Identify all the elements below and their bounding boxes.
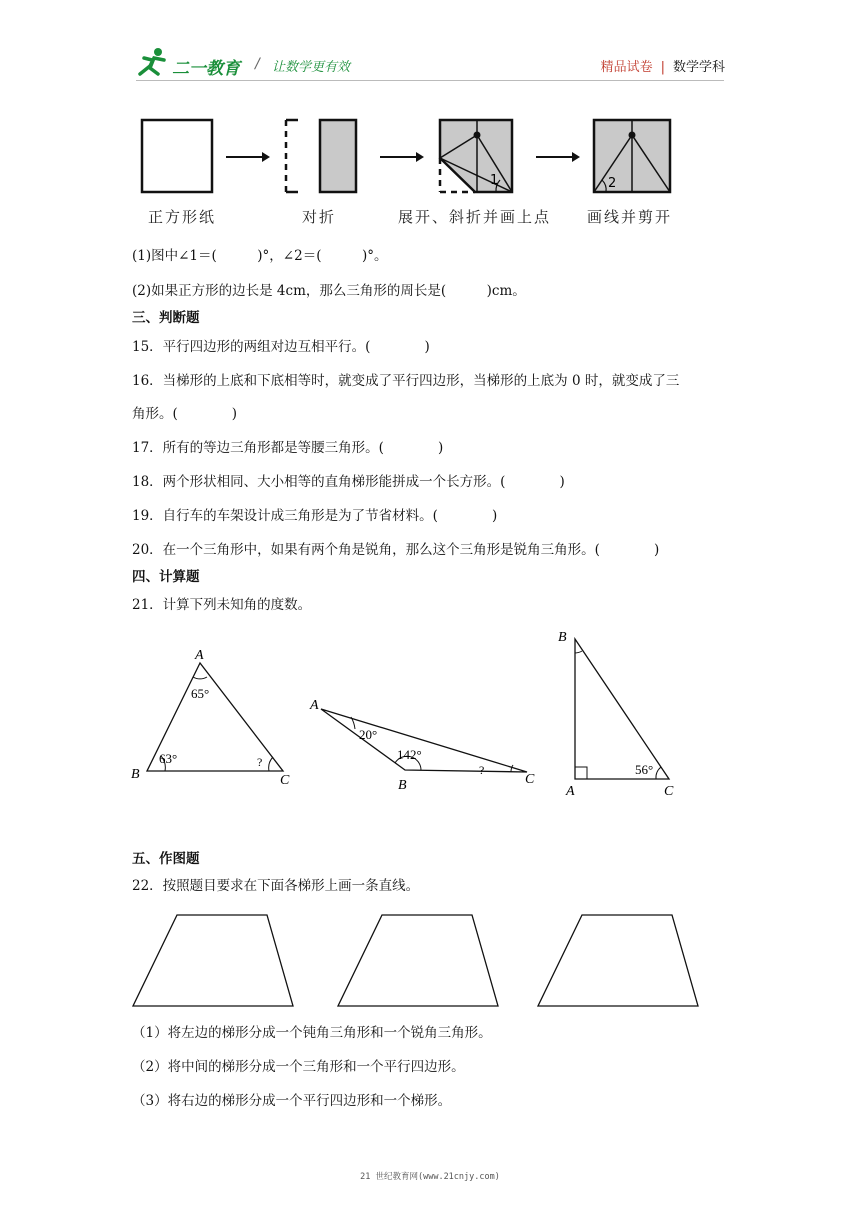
tri1-angle-b: 63° xyxy=(159,751,178,766)
q22-part3: （3）将右边的梯形分成一个平行四边形和一个梯形。 xyxy=(132,1093,452,1109)
step-label-unfold: 展开、斜折并画上点 xyxy=(398,208,552,226)
tri3-vertex-b: B xyxy=(558,630,567,645)
tri2-vertex-b: B xyxy=(398,778,407,793)
step-label-square: 正方形纸 xyxy=(148,208,217,226)
tri2-angle-a: 20° xyxy=(359,727,378,742)
arrow-icon xyxy=(536,152,580,162)
logo-text: 二一教育 xyxy=(172,59,240,79)
header-right: 精品试卷 | 数学学科 xyxy=(600,60,725,75)
question-21: 21．计算下列未知角的度数。 xyxy=(132,597,312,613)
q14-part2: (2)如果正方形的边长是 4cm，那么三角形的周长是( )cm。 xyxy=(132,283,526,299)
quality-label: 精品试卷 xyxy=(600,60,653,75)
question-16: 16．当梯形的上底和下底相等时，就变成了平行四边形，当梯形的上底为 0 时，就变成了三 xyxy=(132,373,680,389)
section-3-title: 三、判断题 xyxy=(132,310,200,326)
triangle-1 xyxy=(131,648,290,788)
header-slogan: 让数学更有效 xyxy=(272,60,351,75)
header-rule xyxy=(136,80,724,81)
tri1-angle-a: 65° xyxy=(191,686,210,701)
page-footer: 21 世纪教育网(www.21cnjy.com) xyxy=(360,1172,500,1182)
angle-1-label: 1 xyxy=(490,173,499,188)
triangle-2 xyxy=(309,698,535,793)
q22-part1: （1）将左边的梯形分成一个钝角三角形和一个锐角三角形。 xyxy=(132,1025,492,1041)
question-19: 19．自行车的车架设计成三角形是为了节省材料。( ) xyxy=(132,508,498,524)
logo-runner-icon xyxy=(136,46,172,78)
question-17: 17．所有的等边三角形都是等腰三角形。( ) xyxy=(132,440,444,456)
subject-label: 数学学科 xyxy=(672,60,725,75)
question-15: 15．平行四边形的两组对边互相平行。( ) xyxy=(132,339,430,355)
header-divider: / xyxy=(255,56,260,72)
tri2-angle-c: ? xyxy=(479,763,485,777)
trapezoid-right xyxy=(538,915,698,1006)
arrow-icon xyxy=(226,152,270,162)
triangle-3 xyxy=(558,630,674,799)
cut-paper xyxy=(594,120,670,192)
step-label-cut: 画线并剪开 xyxy=(587,208,673,226)
triangle-figures xyxy=(125,625,705,805)
tri3-vertex-a: A xyxy=(566,784,575,799)
tri1-vertex-c: C xyxy=(280,773,290,788)
question-16-cont: 角形。( ) xyxy=(132,406,238,422)
tri1-vertex-b: B xyxy=(131,767,140,782)
folding-diagram xyxy=(130,110,710,200)
section-5-title: 五、作图题 xyxy=(132,851,200,867)
tri2-vertex-a: A xyxy=(310,698,319,713)
arrow-icon xyxy=(380,152,424,162)
question-20: 20．在一个三角形中，如果有两个角是锐角，那么这个三角形是锐角三角形。( ) xyxy=(132,542,660,558)
oblique-fold-paper xyxy=(440,120,512,192)
trapezoid-figures xyxy=(125,905,710,1015)
angle-2-label: 2 xyxy=(608,176,617,191)
trapezoid-middle xyxy=(338,915,498,1006)
tri3-angle-c: 56° xyxy=(635,762,654,777)
question-22: 22．按照题目要求在下面各梯形上画一条直线。 xyxy=(132,878,420,894)
tri2-vertex-c: C xyxy=(525,772,535,787)
question-18: 18．两个形状相同、大小相等的直角梯形能拼成一个长方形。( ) xyxy=(132,474,565,490)
q22-part2: （2）将中间的梯形分成一个三角形和一个平行四边形。 xyxy=(132,1059,465,1075)
section-4-title: 四、计算题 xyxy=(132,569,200,585)
trapezoid-left xyxy=(133,915,293,1006)
folded-paper xyxy=(286,120,356,192)
tri3-vertex-c: C xyxy=(664,784,674,799)
tri2-angle-b: 142° xyxy=(397,747,422,762)
tri1-angle-c: ? xyxy=(257,755,263,769)
tri1-vertex-a: A xyxy=(195,648,204,663)
q14-part1: (1)图中∠1＝( )°，∠2＝( )°。 xyxy=(132,248,388,264)
square-paper xyxy=(142,120,212,192)
step-label-fold: 对折 xyxy=(302,208,337,226)
